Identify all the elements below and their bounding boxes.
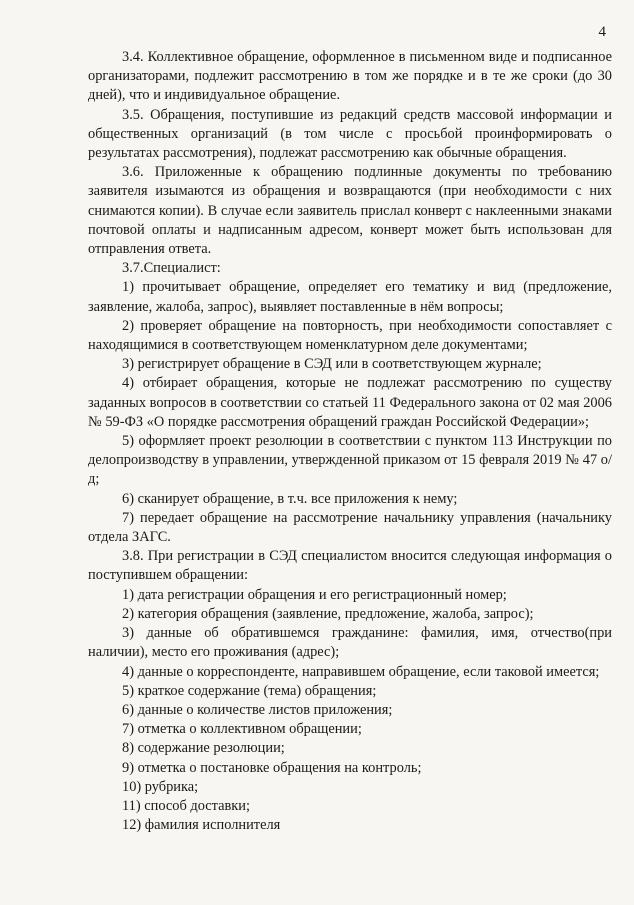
- list-item: 10) рубрика;: [122, 778, 199, 795]
- paragraph: 7) передает обращение на рассмотрение начальнику управления (начальнику отдела ЗАГС.: [88, 509, 612, 546]
- paragraph: 3) регистрирует обращение в СЭД или в соответствующем журнале;: [122, 356, 542, 373]
- document-body: [88, 48, 612, 835]
- paragraph: 2) категория обращения (заявление, предложение, жалоба, запрос);: [122, 605, 534, 622]
- paragraph: 3.5. Обращения, поступившие из редакций средств массовой информации и общественных организаций (в том числе с просьбой проинформировать о результатах рассмотрения), подлежат рассмотрению как обычные обращения.: [88, 106, 612, 162]
- paragraph: 3.8. При регистрации в СЭД специалистом вносится следующая информация о поступившем обращении:: [88, 548, 612, 584]
- paragraph: 6) сканирует обращение, в т.ч. все приложения к нему;: [122, 490, 458, 507]
- page-number: 4: [598, 24, 606, 40]
- paragraph: 4) отбирает обращения, которые не подлежат рассмотрению по существу заданных вопросов в соответствии со статьей 11 Федерального закона от 02 мая 2006 № 59-ФЗ «О порядке рассмотрения обращений граждан Российской Федерации»;: [88, 375, 612, 430]
- list-item: 6) данные о количестве листов приложения;: [122, 701, 393, 718]
- paragraph: 3.7.Специалист:: [122, 260, 221, 277]
- list-item: 9) отметка о постановке обращения на контроль;: [122, 759, 422, 776]
- paragraph: 3.4. Коллективное обращение, оформленное в письменном виде и подписанное организаторами, подлежит рассмотрению в том же порядке и в те же сроки (до 30 дней), что и индивидуальное обращение.: [88, 49, 612, 104]
- list-item: 12) фамилия исполнителя: [122, 817, 281, 834]
- list-item: 8) содержание резолюции;: [122, 740, 285, 757]
- paragraph: 3.6. Приложенные к обращению подлинные документы по требованию заявителя изымаются из обращения и возвращаются (при необходимости с них снимаются копии). В случае если заявитель прислал конверт с наклеенными знаками почтовой оплаты и надписанным адресом, конверт может быть использован для отправления ответа.: [88, 164, 612, 258]
- paragraph: 1) прочитывает обращение, определяет его тематику и вид (предложение, заявление, жалоба, запрос), выявляет поставленные в нём вопросы;: [88, 279, 612, 315]
- list-item: 11) способ доставки;: [122, 797, 250, 814]
- list-item: 7) отметка о коллективном обращении;: [122, 721, 362, 738]
- paragraph: 1) дата регистрации обращения и его регистрационный номер;: [122, 586, 507, 603]
- list-item: 5) краткое содержание (тема) обращения;: [122, 682, 377, 699]
- paragraph: 5) оформляет проект резолюции в соответствии с пунктом 113 Инструкции по делопроизводству в управлении, утвержденной приказом от 15 февраля 2019 № 47 о/д;: [88, 433, 612, 488]
- paragraph: 4) данные о корреспонденте, направившем обращение, если таковой имеется;: [122, 663, 600, 680]
- paragraph: 2) проверяет обращение на повторность, при необходимости сопоставляет с находящимися в соответствующем номенклатурном деле документами;: [88, 317, 612, 354]
- paragraph: 3) данные об обратившемся гражданине: фамилия, имя, отчество(при наличии), место его проживания (адрес);: [88, 625, 612, 661]
